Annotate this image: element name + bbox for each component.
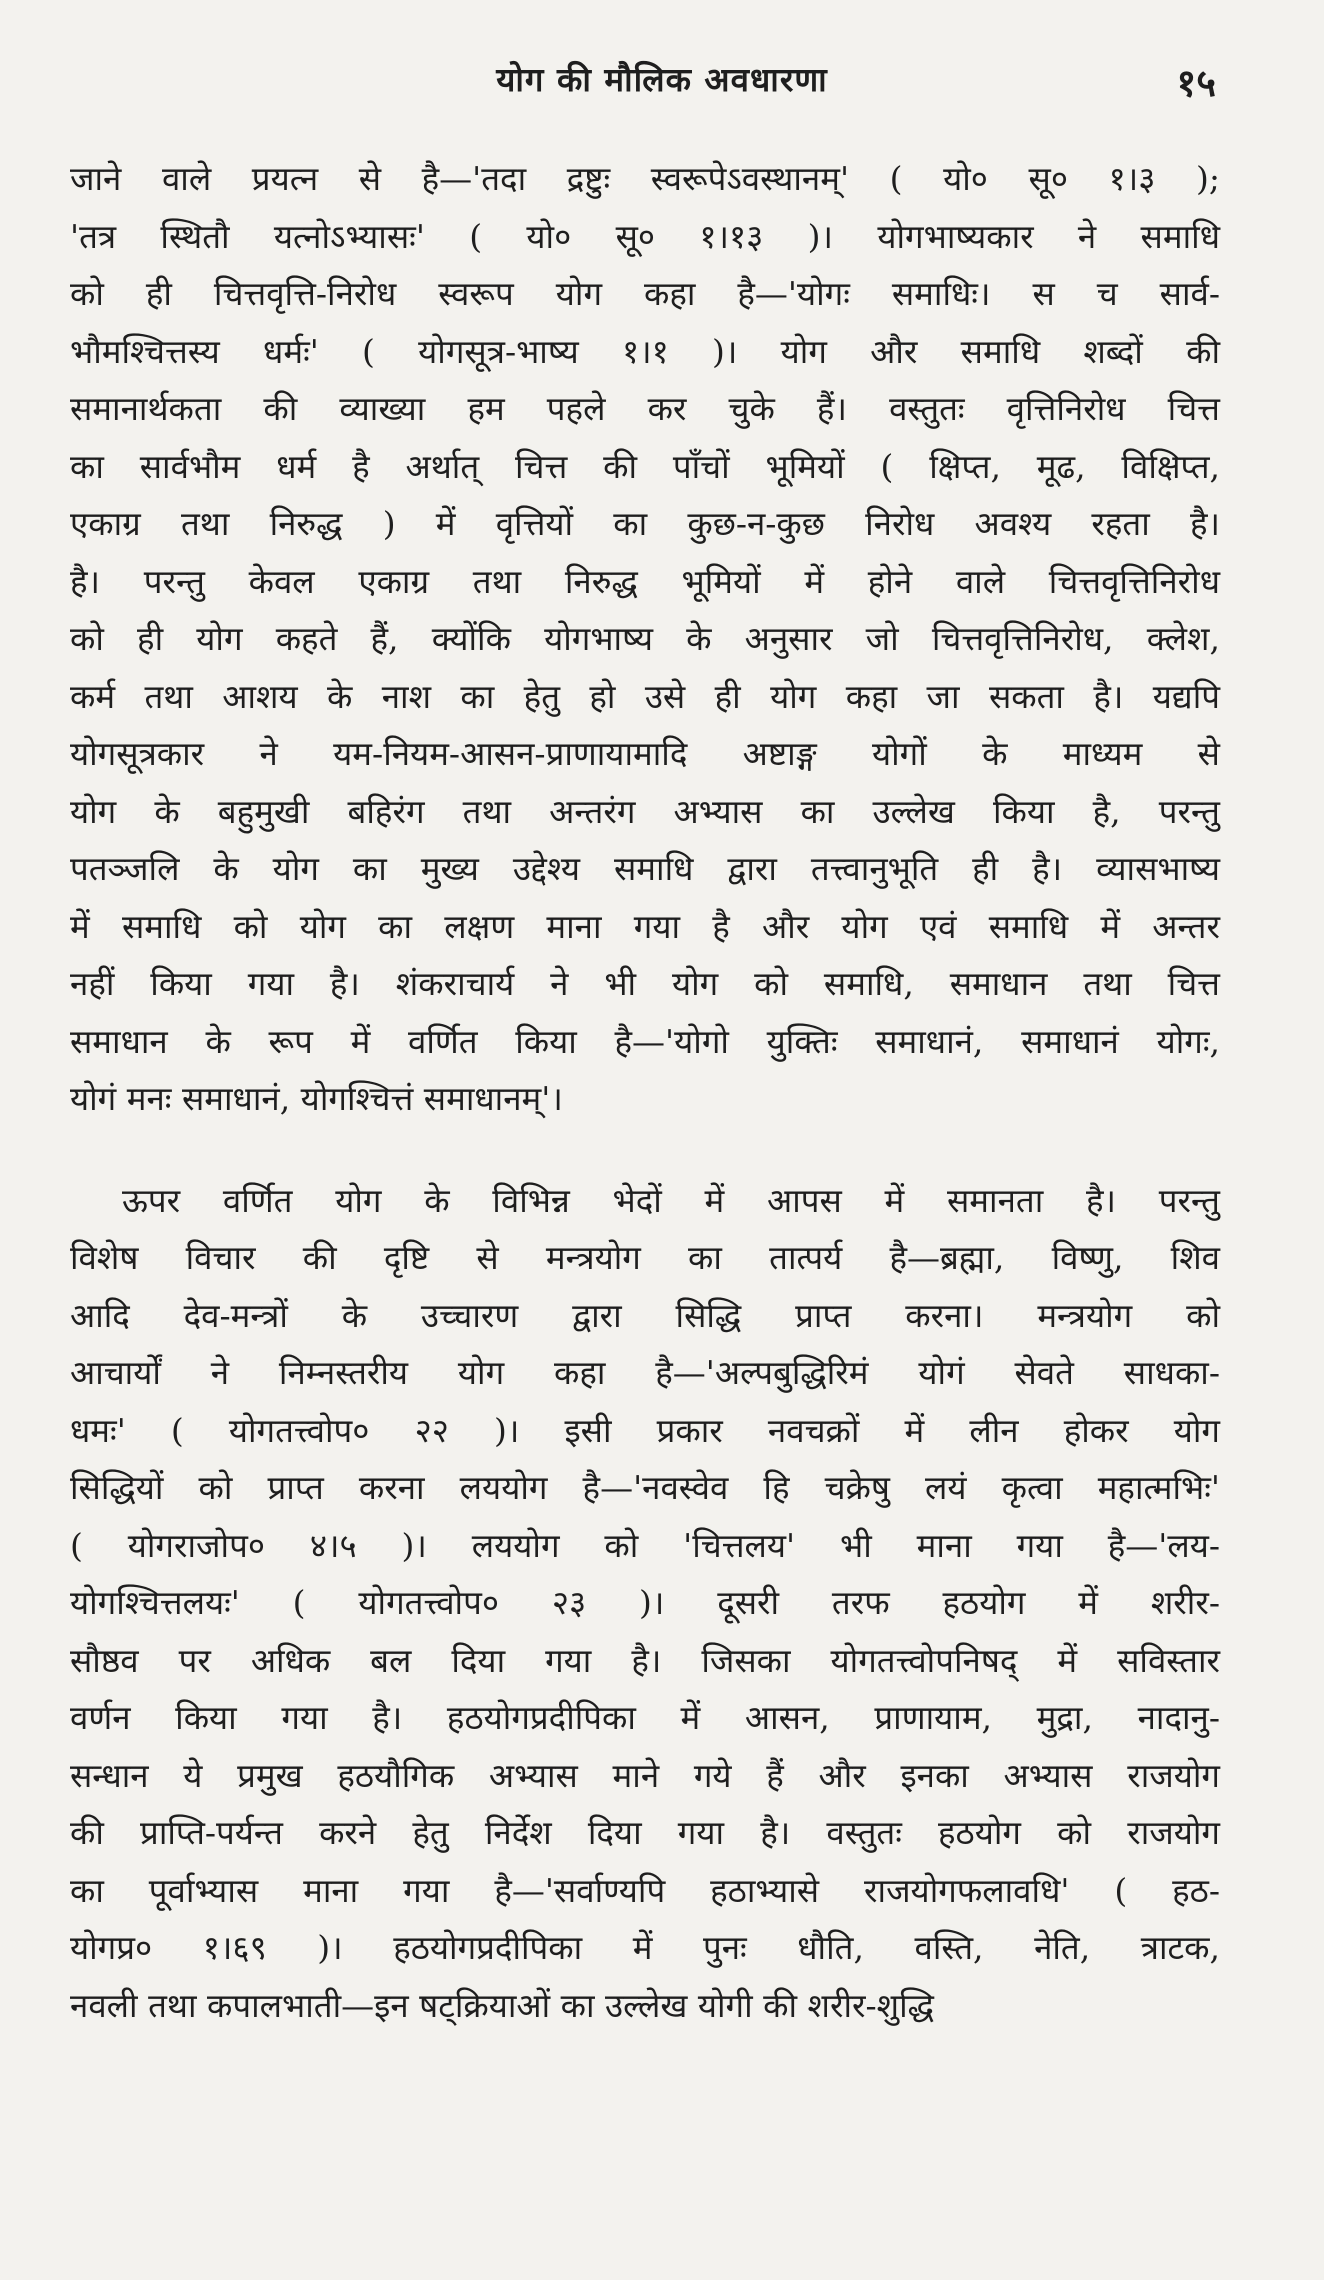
text-line: की प्राप्ति-पर्यन्त करने हेतु निर्देश दिया गया है। वस्तुतः हठयोग को राजयोग [70, 1813, 1220, 1852]
running-title: योग की मौलिक अवधारणा [496, 60, 828, 99]
text-line: योगं मनः समाधानं, योगश्चित्तं समाधानम्'। [70, 1079, 563, 1118]
text-line: सन्धान ये प्रमुख हठयौगिक अभ्यास माने गये हैं और इनका अभ्यास राजयोग [70, 1755, 1220, 1795]
text-line: वर्णन किया गया है। हठयोगप्रदीपिका में आसन, प्राणायाम, मुद्रा, नादानु- [70, 1698, 1220, 1737]
text-line: विशेष विचार की दृष्टि से मन्त्रयोग का तात्पर्य है—ब्रह्मा, विष्णु, शिव [70, 1238, 1220, 1277]
text-line: आदि देव-मन्त्रों के उच्चारण द्वारा सिद्धि प्राप्त करना। मन्त्रयोग को [70, 1295, 1220, 1335]
text-line: धमः' ( योगतत्त्वोप० २२ )। इसी प्रकार नवचक्रों में लीन होकर योग [70, 1410, 1220, 1450]
text-line: ऊपर वर्णित योग के विभिन्न भेदों में आपस में समानता है। परन्तु [122, 1180, 1220, 1220]
text-line: है। परन्तु केवल एकाग्र तथा निरुद्ध भूमियों में होने वाले चित्तवृत्तिनिरोध [70, 561, 1220, 601]
text-line: समाधान के रूप में वर्णित किया है—'योगो युक्तिः समाधानं, समाधानं योगः, [70, 1021, 1220, 1061]
text-line: नहीं किया गया है। शंकराचार्य ने भी योग को समाधि, समाधान तथा चित्त [70, 964, 1220, 1003]
page-header [0, 56, 1324, 116]
text-line: पतञ्जलि के योग का मुख्य उद्देश्य समाधि द्वारा तत्त्वानुभूति ही है। व्यासभाष्य [70, 849, 1220, 888]
paragraph-2 [70, 1172, 1220, 2035]
text-line: का सार्वभौम धर्म है अर्थात् चित्त की पाँचों भूमियों ( क्षिप्त, मूढ, विक्षिप्त, [70, 446, 1220, 486]
text-line: 'तत्र स्थितौ यत्नोऽभ्यासः' ( यो० सू० १।१३ )। योगभाष्यकार ने समाधि [70, 216, 1220, 256]
text-line: योग के बहुमुखी बहिरंग तथा अन्तरंग अभ्यास का उल्लेख किया है, परन्तु [70, 791, 1220, 831]
text-line: को ही चित्तवृत्ति-निरोध स्वरूप योग कहा है—'योगः समाधिः। स च सार्व- [70, 274, 1220, 313]
text-line: योगसूत्रकार ने यम-नियम-आसन-प्राणायामादि अष्टाङ्ग योगों के माध्यम से [70, 734, 1220, 773]
text-line: आचार्यों ने निम्नस्तरीय योग कहा है—'अल्पबुद्धिरिमं योगं सेवते साधका- [70, 1353, 1220, 1392]
text-line: एकाग्र तथा निरुद्ध ) में वृत्तियों का कुछ-न-कुछ निरोध अवश्य रहता है। [70, 504, 1220, 543]
text-line: समानार्थकता की व्याख्या हम पहले कर चुके हैं। वस्तुतः वृत्तिनिरोध चित्त [70, 389, 1220, 428]
text-line: योगश्चित्तलयः' ( योगतत्त्वोप० २३ )। दूसरी तरफ हठयोग में शरीर- [70, 1583, 1220, 1622]
text-line: सौष्ठव पर अधिक बल दिया गया है। जिसका योगतत्त्वोपनिषद् में सविस्तार [70, 1640, 1220, 1680]
text-line: जाने वाले प्रयत्न से है—'तदा द्रष्टुः स्वरूपेऽवस्थानम्' ( यो० सू० १।३ ); [70, 159, 1220, 198]
text-line: कर्म तथा आशय के नाश का हेतु हो उसे ही योग कहा जा सकता है। यद्यपि [70, 676, 1220, 716]
text-line: सिद्धियों को प्राप्त करना लययोग है—'नवस्वेव हि चक्रेषु लयं कृत्वा महात्मभिः' [70, 1468, 1220, 1507]
text-line: का पूर्वाभ्यास माना गया है—'सर्वाण्यपि हठाभ्यासे राजयोगफलावधि' ( हठ- [70, 1870, 1220, 1910]
text-line: को ही योग कहते हैं, क्योंकि योगभाष्य के अनुसार जो चित्तवृत्तिनिरोध, क्लेश, [70, 619, 1220, 658]
page-number: १५ [1176, 60, 1216, 105]
text-line: योगप्र० १।६९ )। हठयोगप्रदीपिका में पुनः धौति, वस्ति, नेति, त्राटक, [70, 1928, 1220, 1967]
page-body [70, 150, 1220, 2034]
paragraph-1 [70, 150, 1220, 1128]
text-line: ( योगराजोप० ४।५ )। लययोग को 'चित्तलय' भी माना गया है—'लय- [70, 1525, 1220, 1565]
text-line: नवली तथा कपालभाती—इन षट्क्रियाओं का उल्लेख योगी की शरीर-शुद्धि [70, 1985, 935, 2025]
text-line: में समाधि को योग का लक्षण माना गया है और योग एवं समाधि में अन्तर [70, 906, 1220, 946]
text-line: भौमश्चित्तस्य धर्मः' ( योगसूत्र-भाष्य १।१ )। योग और समाधि शब्दों की [70, 331, 1220, 371]
